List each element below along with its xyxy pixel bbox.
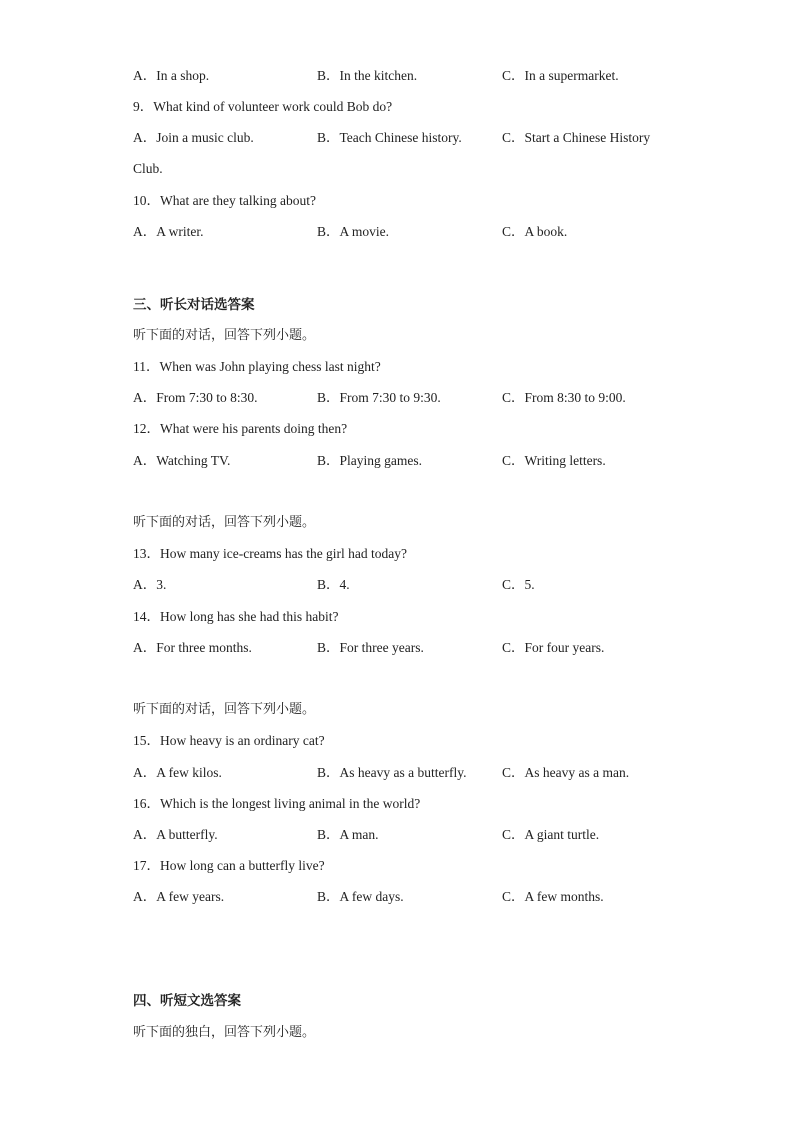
- q17-option-a: A．A few years.: [133, 889, 225, 904]
- q11-option-c: C．From 8:30 to 9:00.: [502, 390, 626, 405]
- q15-question: 15．How heavy is an ordinary cat?: [133, 733, 325, 748]
- q15-option-a: A．A few kilos.: [133, 765, 222, 780]
- q17-option-c: C．A few months.: [502, 889, 604, 904]
- q9-option-a: A．Join a music club.: [133, 130, 254, 145]
- q9-question: 9．What kind of volunteer work could Bob do?: [133, 99, 393, 114]
- q16-option-b: B．A man.: [317, 827, 379, 842]
- q10-question: 10．What are they talking about?: [133, 193, 316, 208]
- q15-option-b: B．As heavy as a butterfly.: [317, 765, 467, 780]
- q14-question: 14．How long has she had this habit?: [133, 609, 339, 624]
- q16-option-c: C．A giant turtle.: [502, 827, 600, 842]
- q13-option-b: B．4.: [317, 577, 350, 592]
- q12-option-a: A．Watching TV.: [133, 453, 231, 468]
- section3-intro-1: 听下面的对话，回答下列小题。: [133, 328, 316, 343]
- q11-option-a: A．From 7:30 to 8:30.: [133, 390, 258, 405]
- q12-option-c: C．Writing letters.: [502, 453, 606, 468]
- q14-option-c: C．For four years.: [502, 640, 605, 655]
- q14-option-a: A．For three months.: [133, 640, 252, 655]
- q12-option-b: B．Playing games.: [317, 453, 422, 468]
- q15-option-c: C．As heavy as a man.: [502, 765, 630, 780]
- q17-question: 17．How long can a butterfly live?: [133, 858, 325, 873]
- q8-option-c: C．In a supermarket.: [502, 68, 619, 83]
- q17-option-b: B．A few days.: [317, 889, 404, 904]
- section4-heading: 四、听短文选答案: [133, 993, 241, 1009]
- section3-intro-3: 听下面的对话，回答下列小题。: [133, 702, 316, 717]
- section3-heading: 三、听长对话选答案: [133, 297, 255, 313]
- section3-intro-2: 听下面的对话，回答下列小题。: [133, 515, 316, 530]
- q14-option-b: B．For three years.: [317, 640, 424, 655]
- q10-option-c: C．A book.: [502, 224, 568, 239]
- q9-option-c-continued: Club.: [133, 161, 163, 176]
- q13-option-a: A．3.: [133, 577, 167, 592]
- q8-option-b: B．In the kitchen.: [317, 68, 418, 83]
- q9-option-c: C．Start a Chinese History: [502, 130, 651, 145]
- q12-question: 12．What were his parents doing then?: [133, 421, 348, 436]
- section4-intro: 听下面的独白，回答下列小题。: [133, 1025, 316, 1040]
- q16-question: 16．Which is the longest living animal in the world?: [133, 796, 421, 811]
- q11-question: 11．When was John playing chess last night?: [133, 359, 381, 374]
- q8-option-a: A．In a shop.: [133, 68, 210, 83]
- q13-option-c: C．5.: [502, 577, 535, 592]
- q11-option-b: B．From 7:30 to 9:30.: [317, 390, 441, 405]
- q9-option-b: B．Teach Chinese history.: [317, 130, 462, 145]
- q16-option-a: A．A butterfly.: [133, 827, 218, 842]
- q10-option-a: A．A writer.: [133, 224, 204, 239]
- q13-question: 13．How many ice-creams has the girl had today?: [133, 546, 408, 561]
- q10-option-b: B．A movie.: [317, 224, 390, 239]
